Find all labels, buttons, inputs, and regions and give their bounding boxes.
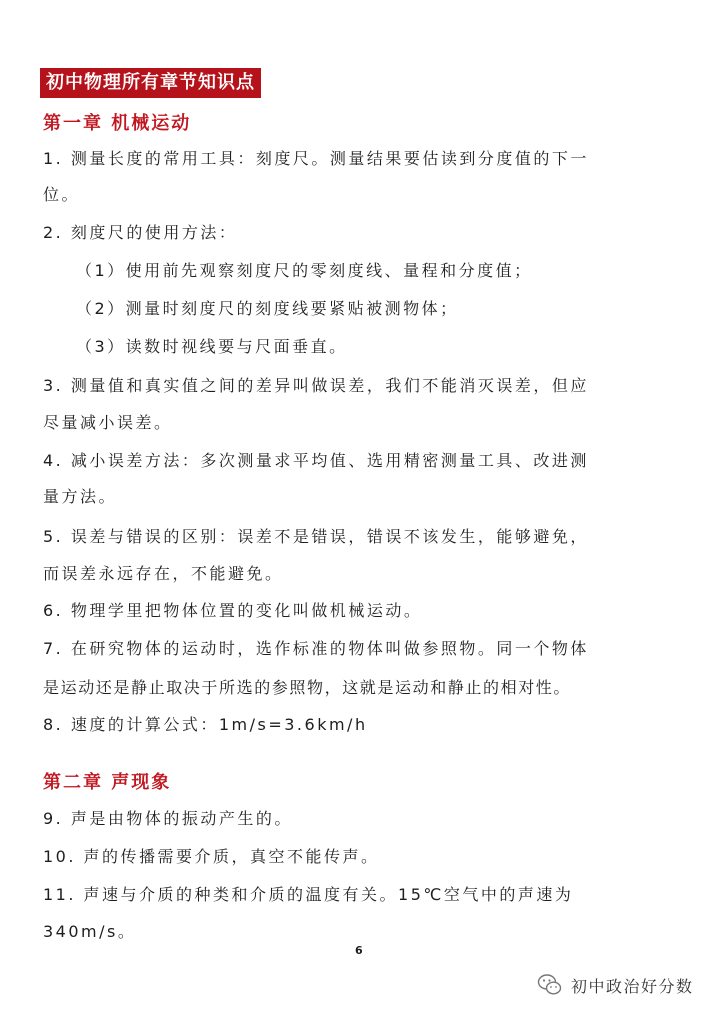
text-line: 5. 误差与错误的区别：误差不是错误，错误不该发生，能够避免， <box>43 527 589 546</box>
text-line: 是运动还是静止取决于所选的参照物，这就是运动和静止的相对性。 <box>43 678 572 697</box>
page-number: 6 <box>355 944 363 957</box>
watermark-text: 初中政治好分数 <box>571 976 694 996</box>
text-line: 6. 物理学里把物体位置的变化叫做机械运动。 <box>43 601 423 620</box>
chapter-2-heading: 第二章 声现象 <box>43 772 172 793</box>
document-title-banner: 初中物理所有章节知识点 <box>40 68 261 98</box>
text-line: 而误差永远存在，不能避免。 <box>43 564 284 583</box>
text-line: 340m/s。 <box>43 922 137 941</box>
text-line: 尽量减小误差。 <box>43 413 173 432</box>
text-line: 8. 速度的计算公式：1m/s=3.6km/h <box>43 715 368 734</box>
wechat-icon <box>537 972 563 998</box>
text-line: 9. 声是由物体的振动产生的。 <box>43 809 293 828</box>
text-line: 10. 声的传播需要介质，真空不能传声。 <box>43 847 380 866</box>
text-line: 7. 在研究物体的运动时，选作标准的物体叫做参照物。同一个物体 <box>43 639 589 658</box>
text-line: 11. 声速与介质的种类和介质的温度有关。15℃空气中的声速为 <box>43 885 574 904</box>
chapter-1-heading: 第一章 机械运动 <box>43 113 192 134</box>
text-line: 量方法。 <box>43 487 118 506</box>
watermark <box>537 970 694 1000</box>
text-line: （3）读数时视线要与尺面垂直。 <box>76 337 348 356</box>
text-line: 1. 测量长度的常用工具：刻度尺。测量结果要估读到分度值的下一 <box>43 149 589 168</box>
text-line: 2. 刻度尺的使用方法： <box>43 223 238 242</box>
text-line: 位。 <box>43 185 81 204</box>
text-line: 3. 测量值和真实值之间的差异叫做误差，我们不能消灭误差，但应 <box>43 376 589 395</box>
text-line: 4. 减小误差方法：多次测量求平均值、选用精密测量工具、改进测 <box>43 451 589 470</box>
text-line: （2）测量时刻度尺的刻度线要紧贴被测物体； <box>76 299 459 318</box>
text-line: （1）使用前先观察刻度尺的零刻度线、量程和分度值； <box>76 261 533 280</box>
